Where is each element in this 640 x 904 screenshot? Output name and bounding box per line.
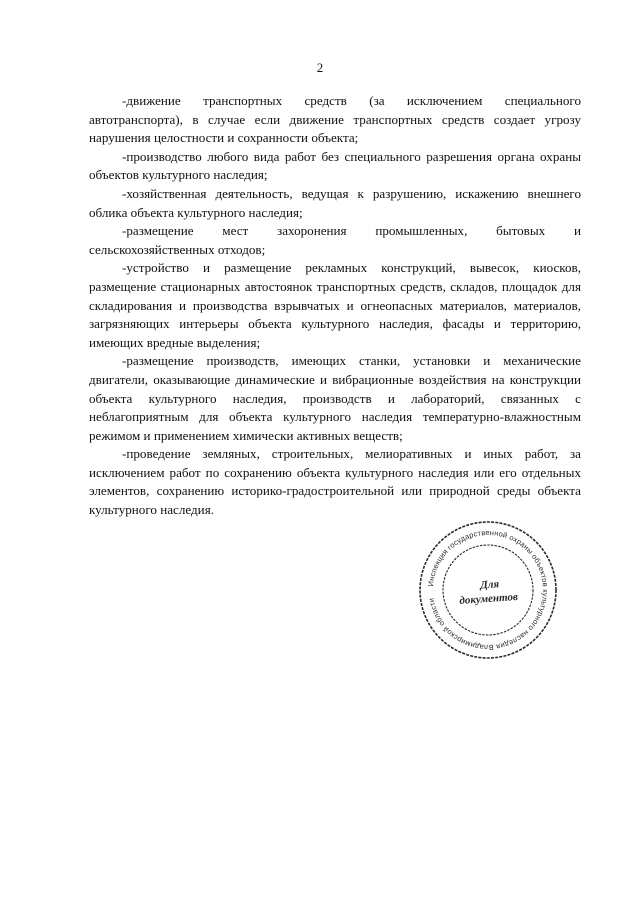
official-stamp: [418, 520, 558, 660]
restriction-paragraph-industry: -размещение производств, имеющих станки, установки и механические двигатели, оказывающие динамические и вибрационные воздействия на конструкции объекта культурного наследия, производств и лабораторий, связанных с неблагоприятным для объекта культурного наследия температурно-влажностным режимом и применением химически активных веществ;: [89, 353, 581, 443]
restriction-paragraph-waste: -размещение мест захоронения промышленных, бытовых и сельскохозяйственных отходов;: [89, 223, 581, 257]
stamp-center-line-1: Для: [479, 578, 500, 592]
restriction-paragraph-economic: -хозяйственная деятельность, ведущая к разрушению, искажению внешнего облика объекта культурного наследия;: [89, 185, 581, 220]
stamp-ring-text: Инспекция государственной охраны объектов культурного наследия Владимирской области: [426, 527, 551, 653]
document-body: [89, 92, 581, 520]
restriction-paragraph-earthworks: -проведение земляных, строительных, мелиоративных и иных работ, за исключением работ по сохранению объекта культурного наследия или его отдельных элементов, сохранению историко-градостроительной или природной среды объекта культурного наследия.: [89, 446, 581, 518]
page-number: 2: [316, 60, 324, 75]
stamp-center-line-2: документов: [459, 590, 519, 608]
restriction-paragraph-works: -производство любого вида работ без специального разрешения органа охраны объектов культурного наследия;: [89, 148, 581, 183]
restriction-paragraph-vehicles: -движение транспортных средств (за исключением специального автотранспорта), в случае если движение транспортных средств создает угрозу нарушения целостности и сохранности объекта;: [89, 93, 581, 146]
restriction-paragraph-advertising: -устройство и размещение рекламных конструкций, вывесок, киосков, размещение стационарных автостоянок транспортных средств, складов, площадок для складирования и производства взрывчатых и огнеопасных материалов, материалов, загрязняющих интерьеры объекта культурного наследия, фасады и территорию, имеющих вредные выделения;: [89, 260, 581, 350]
